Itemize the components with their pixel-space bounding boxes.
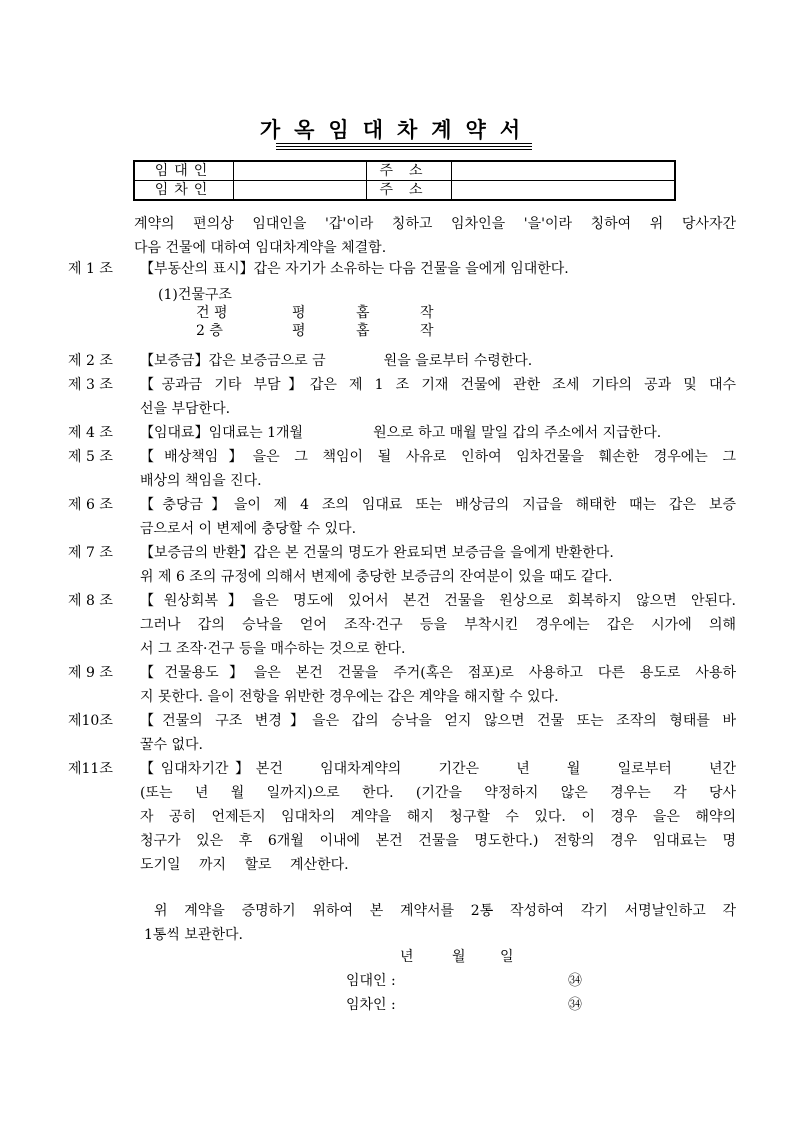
article-text: 【공과금 기타 부담】갑은 제 1 조 기재 건물에 관한 조세 기타의 공과 및 대수 [140, 377, 736, 393]
article-number: 제10조 [68, 713, 113, 729]
article-number: 제11조 [68, 761, 113, 777]
lessor-label: 임대인 [134, 161, 234, 181]
lessor-address-field[interactable] [452, 161, 676, 181]
lessee-row [134, 181, 675, 201]
intro-line: 다음 건물에 대하여 임대차계약을 체결함. [134, 240, 387, 256]
closing-text: 위 계약을 증명하기 위하여 본 계약서를 2통 작성하여 각기 서명날인하고 각 [154, 903, 736, 919]
article-text: 선을 부담한다. [140, 401, 231, 417]
article-text: 지 못한다. 을이 전항을 위반한 경우에는 갑은 계약을 해지할 수 있다. [140, 689, 559, 705]
article-text: 【원상회복】을은 명도에 있어서 본건 건물을 원상으로 회복하지 않으면 안된다. [140, 593, 736, 609]
lessor-signature-label: 임대인 : [346, 973, 396, 989]
lessee-address-field[interactable] [452, 181, 676, 201]
lessee-signature-label: 임차인 : [346, 997, 396, 1013]
article-text: (또는 년 월 일까지)으로 한다. (기간을 약정하지 않은 경우는 각 당사 [140, 785, 736, 801]
article-number: 제 3 조 [68, 377, 113, 393]
building-structure-label: (1)건물구조 [158, 287, 232, 303]
intro-line: 계약의 편의상 임대인을 '갑'이라 칭하고 임차인을 '을'이라 칭하여 위 당사자간 [134, 216, 736, 232]
parties-table [133, 160, 676, 201]
article-text: 【건물용도】을은 본건 건물을 주거(혹은 점포)로 사용하고 다른 용도로 사용하 [140, 665, 736, 681]
seal-mark: ㉞ [568, 973, 582, 989]
article-text: 【부동산의 표시】갑은 자기가 소유하는 다음 건물을 을에게 임대한다. [140, 261, 569, 277]
article-text: 【임대차기간】본건 임대차계약의 기간은 년 월 일로부터 년간 [140, 761, 736, 777]
article-text: 【보증금의 반환】갑은 본 건물의 명도가 완료되면 보증금을 을에게 반환한다. [140, 545, 614, 561]
article-number: 제 4 조 [68, 425, 113, 441]
date-year: 년 [400, 949, 414, 965]
title-underline [276, 143, 532, 144]
lessee-label: 임차인 [134, 181, 234, 201]
lessor-address-label: 주소 [367, 161, 452, 181]
building-unit: 작 [420, 305, 434, 321]
building-unit: 홉 [356, 305, 370, 321]
building-unit: 평 [292, 305, 306, 321]
date-day: 일 [500, 949, 514, 965]
article-text: 청구가 있은 후 6개월 이내에 본건 건물을 명도한다.) 전항의 경우 임대료는 명 [140, 833, 736, 849]
building-unit: 평 [292, 323, 306, 339]
title-underline [276, 146, 532, 147]
building-row-label: 건 평 [196, 305, 228, 321]
lessor-row [134, 161, 675, 181]
article-number: 제 8 조 [68, 593, 113, 609]
article-text: 【보증금】갑은 보증금으로 금 원을 을로부터 수령한다. [140, 353, 533, 369]
seal-mark: ㉞ [568, 997, 582, 1013]
article-text: 【배상책임】을은 그 책임이 될 사유로 인하여 임차건물을 훼손한 경우에는 그 [140, 449, 736, 465]
article-number: 제 2 조 [68, 353, 113, 369]
building-row-label: 2 층 [196, 323, 223, 339]
building-unit: 작 [420, 323, 434, 339]
article-text: 그러나 갑의 승낙을 얻어 조작·건구 등을 부착시킨 경우에는 갑은 시가에 의해 [140, 617, 736, 633]
building-unit: 홉 [356, 323, 370, 339]
article-text: 【충당금】을이 제 4 조의 임대료 또는 배상금의 지급을 해태한 때는 갑은 보증 [140, 497, 736, 513]
lessee-name-field[interactable] [234, 181, 367, 201]
article-number: 제 1 조 [68, 261, 113, 277]
article-number: 제 6 조 [68, 497, 113, 513]
lessor-name-field[interactable] [234, 161, 367, 181]
article-text: 도기일 까지 할로 계산한다. [140, 857, 349, 873]
article-text: 자 공히 언제든지 임대차의 계약을 해지 청구할 수 있다. 이 경우 을은 해약의 [140, 809, 736, 825]
article-text: 【건물의 구조 변경】을은 갑의 승낙을 얻지 않으면 건물 또는 조작의 형태를 바 [140, 713, 736, 729]
title-underline [276, 149, 532, 150]
article-number: 제 5 조 [68, 449, 113, 465]
article-number: 제 7 조 [68, 545, 113, 561]
closing-text: 1통씩 보관한다. [144, 927, 243, 943]
article-text: 배상의 책임을 진다. [140, 473, 262, 489]
article-text: 서 그 조작·건구 등을 매수하는 것으로 한다. [140, 641, 406, 657]
date-month: 월 [452, 949, 466, 965]
article-text: 위 제 6 조의 규정에 의해서 변제에 충당한 보증금의 잔여분이 있을 때도 같다. [140, 569, 613, 585]
article-text: 금으로서 이 변제에 충당할 수 있다. [140, 521, 357, 537]
article-text: 꿀수 없다. [140, 737, 203, 753]
lessee-address-label: 주소 [367, 181, 452, 201]
article-number: 제 9 조 [68, 665, 113, 681]
article-text: 【임대료】임대료는 1개월 원으로 하고 매월 말일 갑의 주소에서 지급한다. [140, 425, 662, 441]
document-title: 가옥임대차계약서 [259, 117, 535, 142]
